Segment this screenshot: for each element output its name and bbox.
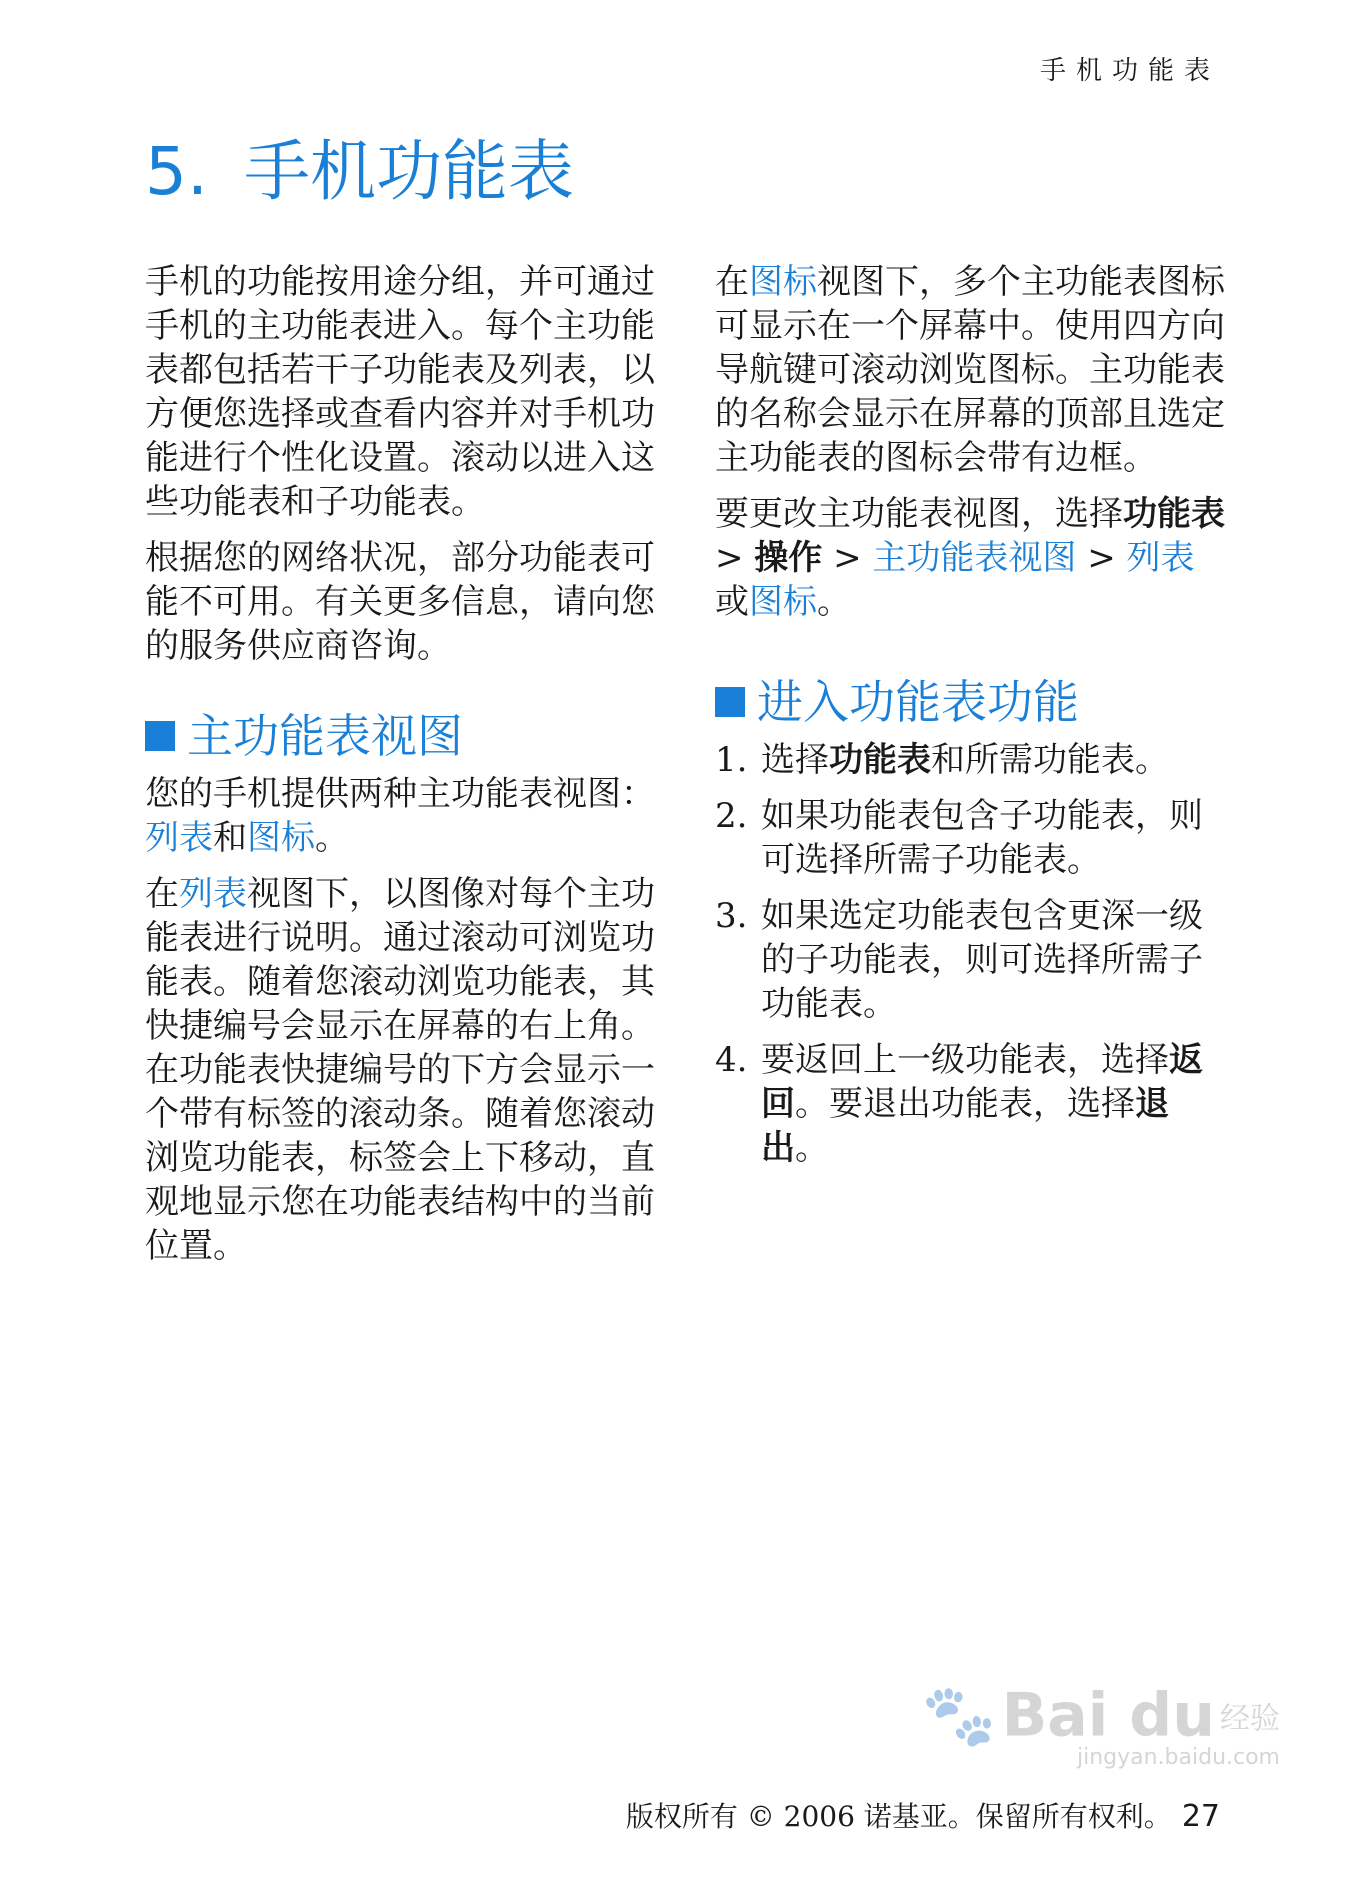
baidu-watermark bbox=[922, 1680, 1280, 1770]
menu-keyword: 功能表 bbox=[1123, 494, 1225, 534]
list-link[interactable]: 列表 bbox=[179, 874, 247, 914]
text-run: 。要退出功能表，选择 bbox=[795, 1084, 1135, 1124]
list-item bbox=[715, 794, 1225, 882]
list-view-paragraph bbox=[145, 872, 655, 1268]
availability-paragraph: 根据您的网络状况，部分功能表可能不可用。有关更多信息，请向您的服务供应商咨询。 bbox=[145, 538, 655, 666]
list-link[interactable]: 列表 bbox=[1126, 538, 1195, 578]
icons-link[interactable]: 图标 bbox=[749, 262, 817, 302]
chapter-number: 5. bbox=[145, 133, 208, 210]
text-run: 和所需功能表。 bbox=[931, 740, 1169, 780]
list-item bbox=[715, 894, 1225, 1026]
intro-paragraph: 手机的功能按用途分组，并可通过手机的主功能表进入。每个主功能表都包括若干子功能表及列表，以方便您选择或查看内容并对手机功能进行个性化设置。滚动以进入这些功能表和子功能表。 bbox=[145, 262, 655, 522]
options-keyword: 操作 bbox=[754, 538, 823, 578]
step-text: 如果功能表包含子功能表，则可选择所需子功能表。 bbox=[761, 796, 1203, 880]
views-intro-paragraph bbox=[145, 772, 655, 860]
list-link[interactable]: 列表 bbox=[145, 818, 213, 858]
text-run: 在 bbox=[715, 262, 749, 302]
separator: > bbox=[1076, 538, 1127, 578]
square-bullet-icon bbox=[145, 721, 175, 751]
text-run: 要返回上一级功能表，选择 bbox=[761, 1040, 1169, 1080]
text-run: 。 bbox=[795, 1128, 829, 1168]
text-run: 选择 bbox=[761, 740, 829, 780]
step-number: 3. bbox=[715, 896, 748, 936]
copyright-text: 版权所有 © 2006 诺基亚。保留所有权利。 bbox=[625, 1800, 1172, 1833]
icons-link[interactable]: 图标 bbox=[749, 582, 817, 622]
back-keyword: 返回 bbox=[761, 1040, 1203, 1124]
menu-keyword: 功能表 bbox=[829, 740, 931, 780]
step-number: 1. bbox=[715, 740, 748, 780]
main-menu-view-link[interactable]: 主功能表视图 bbox=[872, 538, 1077, 578]
text-run: 。 bbox=[315, 818, 349, 858]
icons-link[interactable]: 图标 bbox=[247, 818, 315, 858]
list-item bbox=[715, 738, 1225, 782]
running-header: 手机功能表 bbox=[1039, 56, 1220, 86]
list-item bbox=[715, 1038, 1225, 1170]
step-text bbox=[761, 738, 1225, 782]
page-number: 27 bbox=[1181, 1799, 1220, 1834]
step-number: 4. bbox=[715, 1040, 748, 1080]
text-run: 在 bbox=[145, 874, 179, 914]
right-column bbox=[715, 260, 1225, 1182]
page-footer bbox=[626, 1795, 1220, 1835]
watermark-sub: 经验 bbox=[1220, 1701, 1280, 1737]
text-run: 。 bbox=[817, 582, 851, 622]
text-run: 和 bbox=[213, 818, 247, 858]
icon-view-paragraph bbox=[715, 260, 1225, 480]
steps-list bbox=[715, 738, 1225, 1170]
change-view-paragraph bbox=[715, 492, 1225, 624]
left-column bbox=[145, 260, 655, 1280]
step-number: 2. bbox=[715, 796, 748, 836]
chapter-title-text: 手机功能表 bbox=[243, 133, 574, 210]
text-run: 或 bbox=[715, 582, 749, 622]
step-text bbox=[761, 1038, 1225, 1170]
watermark-url: jingyan.baidu.com bbox=[1076, 1745, 1280, 1770]
text-run: 视图下，以图像对每个主功能表进行说明。通过滚动可浏览功能表。随着您滚动浏览功能表，其快捷编号会显示在屏幕的右上角。在功能表快捷编号的下方会显示一个带有标签的滚动条。随着您滚动浏览功能表，标签会上下移动，直观地显示您在功能表结构中的当前位置。 bbox=[145, 874, 655, 1266]
step-text: 如果选定功能表包含更深一级的子功能表，则可选择所需子功能表。 bbox=[761, 896, 1203, 1024]
separator: > bbox=[822, 538, 873, 578]
separator: > bbox=[715, 538, 755, 578]
section-heading-main-menu-view bbox=[145, 708, 655, 764]
watermark-brand: Bai du bbox=[1001, 1680, 1215, 1751]
text-run: 视图下，多个主功能表图标可显示在一个屏幕中。使用四方向导航键可滚动浏览图标。主功能表的名称会显示在屏幕的顶部且选定主功能表的图标会带有边框。 bbox=[715, 262, 1225, 478]
section-heading-access-menu bbox=[715, 674, 1225, 730]
section-title: 进入功能表功能 bbox=[757, 675, 1079, 729]
section-title: 主功能表视图 bbox=[187, 709, 463, 763]
chapter-title bbox=[145, 118, 574, 213]
paw-icon: 🐾 bbox=[921, 1681, 997, 1751]
square-bullet-icon bbox=[715, 687, 745, 717]
text-run: 您的手机提供两种主功能表视图： bbox=[145, 774, 655, 814]
text-run: 要更改主功能表视图，选择 bbox=[715, 494, 1123, 534]
exit-keyword: 退出 bbox=[761, 1084, 1169, 1168]
